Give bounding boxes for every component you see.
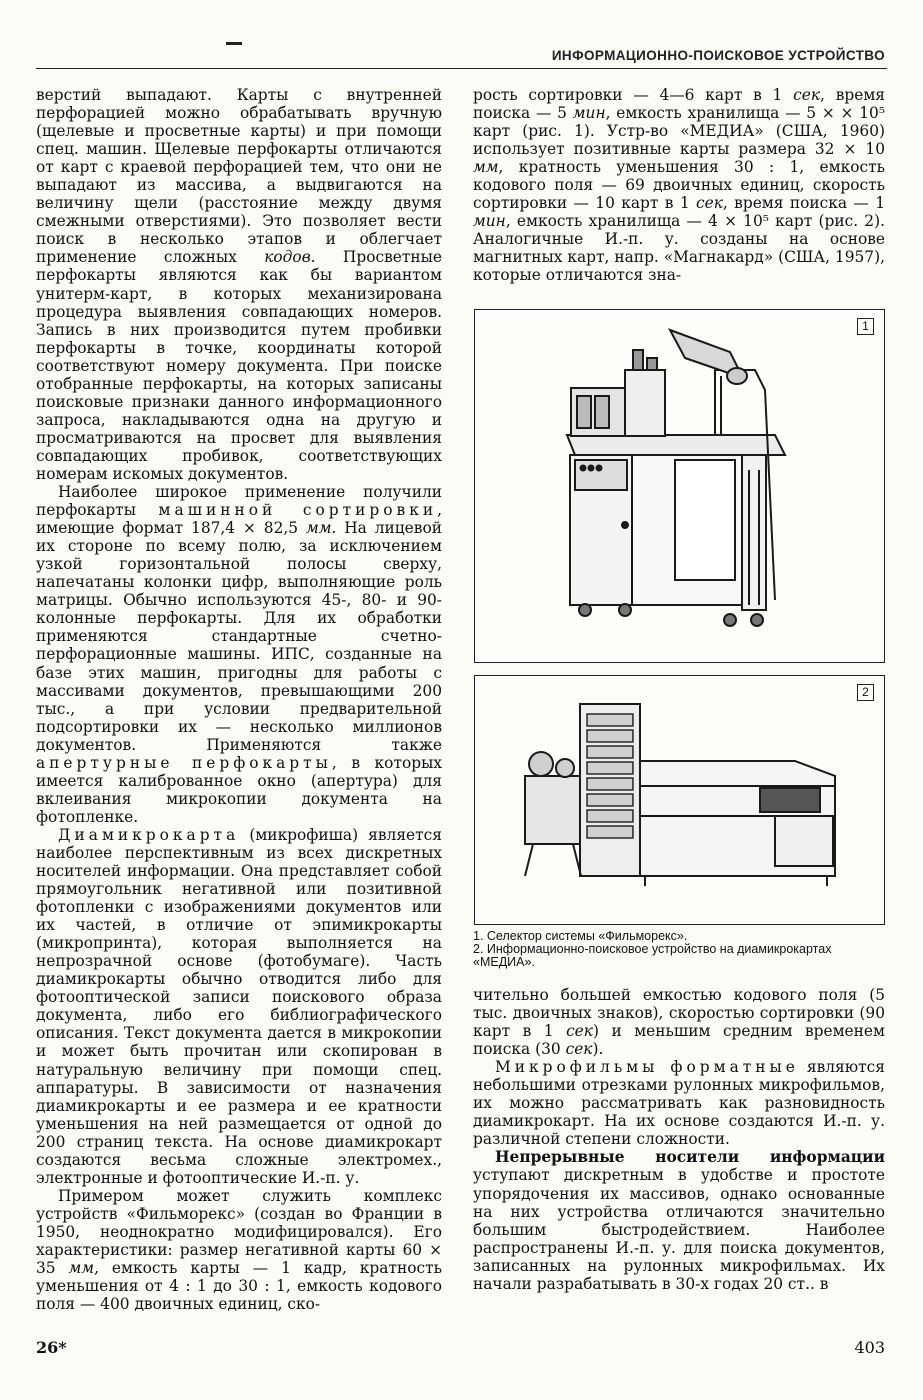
figure-number-2: 2: [857, 684, 874, 701]
text-run: , имеющие формат 187,4 × 82,5: [36, 501, 442, 538]
text-run: , емкость хранилища — 5 × × 10⁵ карт (рис. 1). Устр-во «МЕДИА» (США, 1960) использует позитивные карты размера 32 × 10: [473, 104, 885, 159]
left-column: [36, 86, 442, 1313]
top-tick-mark: [226, 42, 242, 45]
text-run: чительно большей емкостью кодового поля (5 тыс. двоичных знаков), скоростью сортировки (90 карт в 1: [473, 986, 885, 1041]
paragraph-media-specs: [473, 86, 885, 285]
unit-text: сек: [565, 1040, 593, 1059]
text-run: , кратность уменьшения 30 : 1, емкость кодового поля — 69 двоичных единиц, скорость сортировки — 10 карт в 1: [473, 158, 885, 213]
right-column-bottom: [473, 986, 885, 1293]
caption-2: 2. Информационно-поисковое устройство на диамикрокартах «МЕДИА».: [473, 942, 832, 969]
caption-1: 1. Селектор системы «Фильморекс».: [473, 929, 688, 943]
spaced-term: Микрофильмы форматные: [495, 1058, 799, 1077]
spaced-term: Диамикрокарта: [58, 825, 240, 844]
figure-filmorex-selector: [474, 309, 885, 663]
unit-text: мм: [68, 1259, 95, 1278]
text-run: рость сортировки — 4—6 карт в 1: [473, 86, 794, 104]
spaced-term: апертурные перфокарты: [36, 753, 332, 772]
unit-text: мм: [473, 158, 499, 177]
paragraph-microfiche: [36, 826, 442, 1187]
paragraph-magnacard: [473, 986, 885, 1058]
unit-text: мин: [473, 212, 506, 231]
text-run: верстий выпадают. Карты с внутренней перфорацией можно обрабатывать вручную (щелевые и просветные карты) и при помощи спец. машин. Щелевые перфокарты отличаются от карт с краевой перфорацией тем, что они не выпадают из массива, а выдвигаются на величину щели (расстояние между двумя смежными отверстиями). Это позволяет вести поиск в несколько этапов и облегчает применение сложных: [36, 86, 442, 267]
text-run: являются небольшими отрезками рулонных микрофильмов, их можно рассматривать как разновидность диамикрокарт. На их основе создаются И.-п. у. различной степени сложности.: [473, 1058, 885, 1149]
text-run: . На лицевой их стороне по всему полю, за исключением узкой горизонтальной полосы сверху, напечатаны колонки цифр, выполняющие роль матрицы. Обычно используются 45-, 80- и 90-колонные перфокарты. Для их обработки применяются стандартные счетно-перфорационные машины. ИПС, созданные на базе этих машин, пригодны для работы с массивами документов, превышающими 200 тыс., а при условии предварительной подсортировки их — несколько миллионов документов. Применяются также: [36, 519, 442, 754]
text-run: ) и меньшим средним временем поиска (30: [473, 1022, 886, 1059]
text-run: , в которых имеется калиброванное окно (апертура) для вклеивания микрокопии документа на фотопленке.: [36, 753, 443, 826]
text-run: Наиболее широкое применение получили перфокарты: [36, 483, 442, 520]
text-run: Примером может служить комплекс устройств «Фильморекс» (создан во Франции в 1950, неоднократно модифицировался). Его характеристики: размер негативной карты 60 × 35: [36, 1186, 442, 1278]
paragraph-microfilm-format: [473, 1058, 885, 1148]
unit-text: сек: [696, 194, 723, 213]
text-run: уступают дискретным в удобстве и простоте упорядочения их массивов, однако основанные на них устройства отличаются значительно большим быстродействием. Наиболее распространены И.-п. у. для поиска документов, записанных на рулонных микрофильмах. Их начали разрабатывать в 30-х годах 20 ст.. в: [473, 1166, 885, 1293]
spaced-term: машинной сортировки: [158, 501, 438, 520]
page-number: 403: [854, 1338, 885, 1357]
header-rule: [36, 68, 887, 69]
figure-captions: [473, 930, 885, 969]
running-title: ИНФОРМАЦИОННО-ПОИСКОВОЕ УСТРОЙСТВО: [551, 48, 885, 63]
signature-mark: 26*: [36, 1338, 67, 1357]
right-column-top: [473, 86, 885, 285]
filmorex-selector-illustration: [475, 310, 884, 662]
text-run: ).: [592, 1040, 604, 1059]
italic-term: кодов: [264, 248, 311, 267]
text-run: . Просветные перфокарты являются как бы вариантом унитерм-карт, в которых механизирована процедура выявления совпадающих номеров. Запись в них производится путем пробивки перфокарты в точке, координаты которой соответствуют номеру документа. При поиске отобранные перфокарты, на которых записаны поисковые признаки данного информационного запроса, накладываются одна на другую и просматриваются на просвет для выявления совпадающих пробивок, соответствующих номерам искомых документов.: [36, 248, 442, 483]
text-run: , время поиска — 1: [722, 194, 885, 213]
text-run: , емкость хранилища — 4 × 10⁵ карт (рис. 2). Аналогичные И.-п. у. созданы на основе магнитных карт, напр. «Магнакард» (США, 1957), которые отличаются зна-: [473, 212, 885, 285]
figure-media-device: [474, 675, 885, 925]
text-run: (микрофиша) является наиболее перспективным из всех дискретных носителей информации. Она представляет собой прямоугольник негативной или позитивной фотопленки с изображениями документов или их частей, в отличие от эпимикрокарты (микропринта), которая выполняется на непрозрачной основе (фотобумаге). Часть диамикрокарты обычно отводится либо для фотооптической записи поискового образа документа, либо его библиографического описания. Текст документа дается в микрокопии и может быть прочитан или скопирован в натуральную величину при помощи спец. аппаратуры. В зависимости от назначения диамикрокарты и ее размера и ее кратности уменьшения на ней размещается от одной до 200 страниц текста. На основе диамикрокарт создаются весьма сложные электромех., электронные и фотооптические И.-п. у.: [36, 825, 442, 1187]
paragraph-continuous-media: [473, 1148, 885, 1292]
figure-number-1: 1: [857, 318, 874, 335]
paragraph-machine-cards: [36, 483, 442, 826]
unit-text: мм: [305, 519, 332, 538]
bold-term: Непрерывные носители информации: [495, 1148, 885, 1167]
paragraph-perforation: [36, 86, 442, 483]
unit-text: сек: [566, 1022, 593, 1041]
unit-text: сек: [793, 86, 821, 104]
text-run: , время поиска — 5: [473, 86, 886, 123]
unit-text: мин: [572, 104, 606, 123]
media-device-illustration: [475, 676, 884, 924]
text-run: , емкость карты — 1 кадр, кратность уменьшения от 4 : 1 до 30 : 1, емкость кодового поля — 400 двоичных единиц, ско-: [36, 1259, 442, 1314]
paragraph-filmorex: [36, 1187, 442, 1313]
